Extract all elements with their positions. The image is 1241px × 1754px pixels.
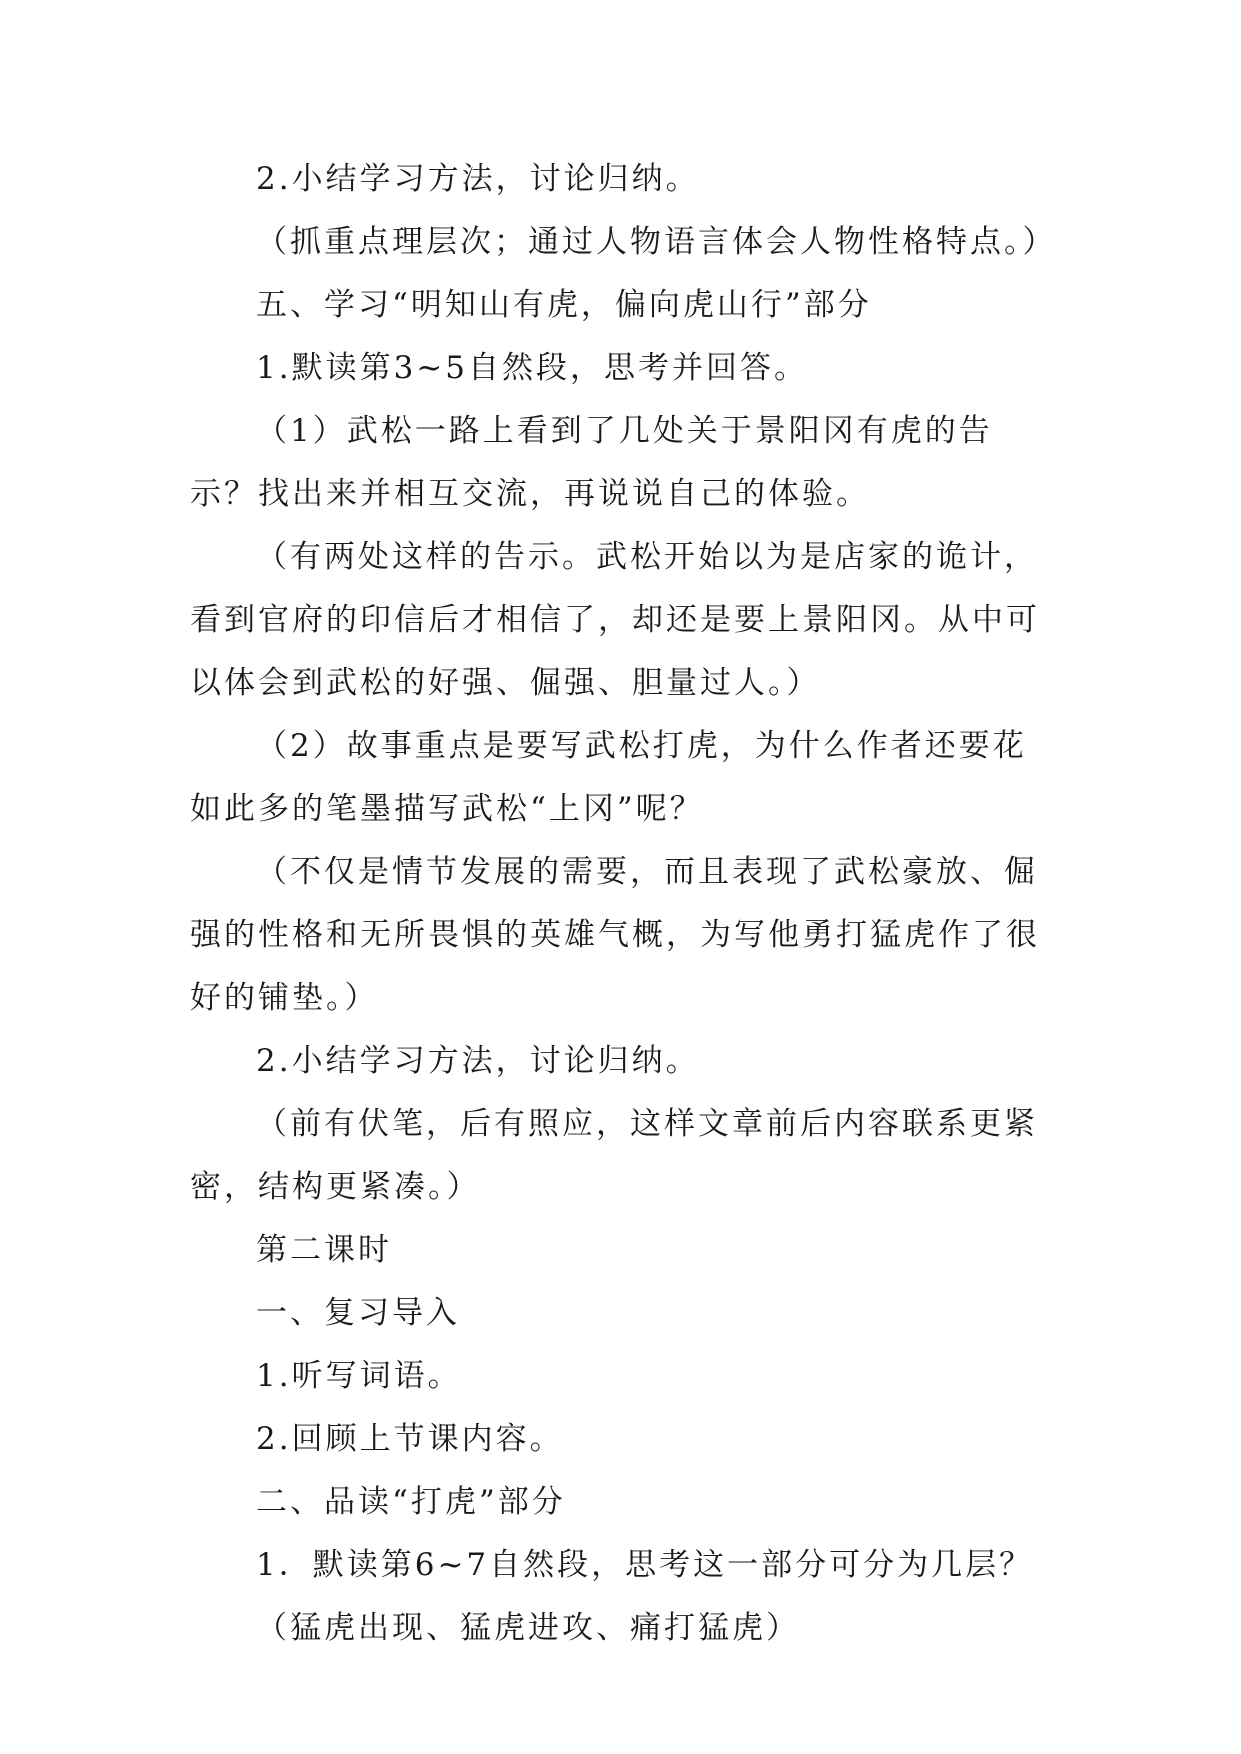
paragraph-summary-method-2: 2.小结学习方法，讨论归纳。 [256,1043,700,1079]
paragraph-question-2: （2）故事重点是要写武松打虎，为什么作者还要花如此多的笔墨描写武松“上冈”呢？ [190,728,1027,827]
paragraph-summary-method-1: 2.小结学习方法，讨论归纳。 [256,161,700,197]
section-heading-review: 一、复习导入 [256,1295,460,1331]
paragraph-summary-answer-2: （前有伏笔，后有照应，这样文章前后内容联系更紧密，结构更紧凑。） [190,1106,1038,1205]
paragraph-summary-answer-1: （抓重点理层次；通过人物语言体会人物性格特点。） [256,224,1057,260]
paragraph-task-read-6-7: 1．默读第6~7自然段，思考这一部分可分为几层？ [256,1547,1034,1583]
section-heading-5: 五、学习“明知山有虎，偏向虎山行”部分 [256,287,872,323]
section-heading-fight-tiger: 二、品读“打虎”部分 [256,1484,566,1520]
paragraph-answer-layers: （猛虎出现、猛虎进攻、痛打猛虎） [256,1610,800,1646]
paragraph-answer-2: （不仅是情节发展的需要，而且表现了武松豪放、倔强的性格和无所畏惧的英雄气概，为写他勇打猛虎作了很好的铺垫。） [190,854,1040,1016]
document-body [190,148,1060,1660]
paragraph-question-1: （1）武松一路上看到了几处关于景阳冈有虎的告示？找出来并相互交流，再说说自己的体验。 [190,413,993,512]
paragraph-review-content: 2.回顾上节课内容。 [256,1421,564,1457]
paragraph-dictation: 1.听写词语。 [256,1358,462,1394]
paragraph-task-read-3-5: 1.默读第3~5自然段，思考并回答。 [256,350,808,386]
lesson-heading-2: 第二课时 [256,1232,392,1268]
paragraph-answer-1: （有两处这样的告示。武松开始以为是店家的诡计，看到官府的印信后才相信了，却还是要上景阳冈。从中可以体会到武松的好强、倔强、胆量过人。） [190,539,1040,701]
